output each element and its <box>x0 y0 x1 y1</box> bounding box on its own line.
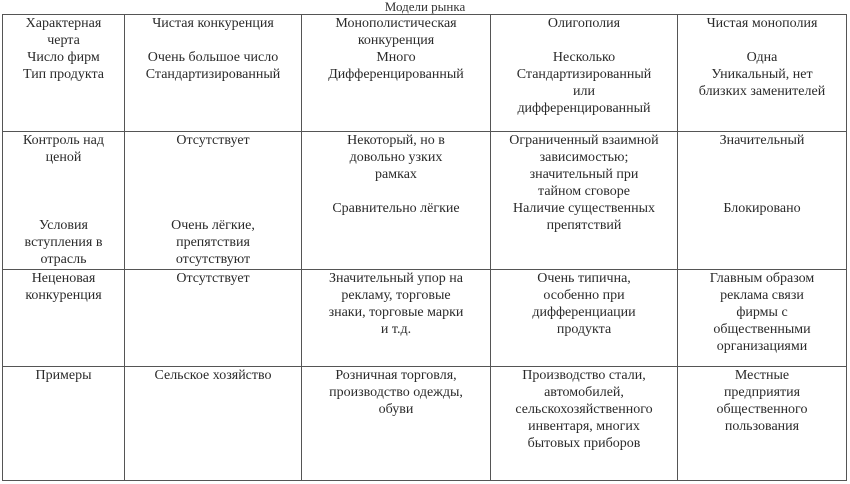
cell-examples-perfect: Сельское хозяйство <box>125 367 302 481</box>
cell-examples-oligopoly: Производство стали, автомобилей, сельскохозяйственного инвентаря, многих бытовых приборов <box>491 367 678 481</box>
table-title: Модели рынка <box>384 0 466 14</box>
cell-nonprice-monopolistic: Значительный упор на рекламу, торговые знаки, торговые марки и т.д. <box>302 270 491 367</box>
cell-header-perfect: Чистая конкуренция Очень большое число Стандартизированный <box>125 15 302 132</box>
cell-control-entry-monopolistic: Некоторый, но в довольно узких рамках Сравнительно лёгкие <box>302 132 491 270</box>
cell-control-entry-monopoly: Значительный Блокировано <box>678 132 847 270</box>
cell-examples-monopolistic: Розничная торговля, производство одежды, обуви <box>302 367 491 481</box>
cell-nonprice-feature: Неценовая конкуренция <box>3 270 125 367</box>
market-models-table <box>2 14 847 481</box>
cell-nonprice-oligopoly: Очень типична, особенно при дифференциации продукта <box>491 270 678 367</box>
cell-examples-monopoly: Местные предприятия общественного пользования <box>678 367 847 481</box>
cell-header-oligopoly: Олигополия Несколько Стандартизированный или дифференцированный <box>491 15 678 132</box>
table-row-header <box>3 15 847 132</box>
cell-control-entry-oligopoly: Ограниченный взаимной зависимостью; значительный при тайном сговоре Наличие существенных препятствий <box>491 132 678 270</box>
cell-header-feature: Характерная черта Число фирм Тип продукта <box>3 15 125 132</box>
table-row-control-entry <box>3 132 847 270</box>
table-row-examples <box>3 367 847 481</box>
cell-examples-feature: Примеры <box>3 367 125 481</box>
cell-header-monopoly: Чистая монополия Одна Уникальный, нет близких заменителей <box>678 15 847 132</box>
cell-control-entry-perfect: Отсутствует Очень лёгкие, препятствия отсутствуют <box>125 132 302 270</box>
table-row-nonprice <box>3 270 847 367</box>
cell-header-monopolistic: Монополистическая конкуренция Много Дифференцированный <box>302 15 491 132</box>
cell-nonprice-perfect: Отсутствует <box>125 270 302 367</box>
cell-nonprice-monopoly: Главным образом реклама связи фирмы с общественными организациями <box>678 270 847 367</box>
cell-control-entry-feature: Контроль над ценой Условия вступления в отрасль <box>3 132 125 270</box>
